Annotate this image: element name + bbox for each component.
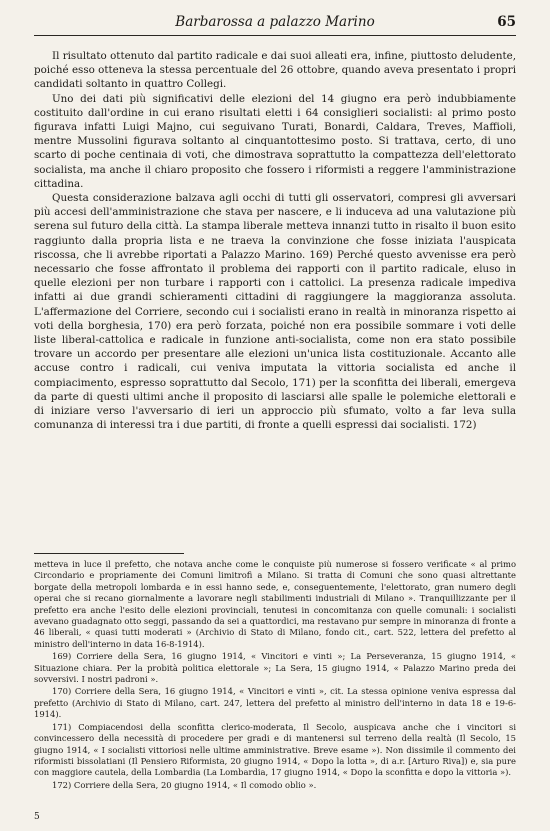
header-rule — [34, 35, 516, 36]
paragraph: Questa considerazione balzava agli occhi di tutti gli osservatori, compresi gli avversari più accesi dell'amministrazione che stava per nascere, e li induceva ad una valutazione più serena sul futuro della città. La stampa liberale metteva innanzi tutto in risalto il buon esito raggiunto dalla propria lista e ne traeva la convinzione che fosse iniziata l'auspicata riscossa, che li avrebbe riportati a Palazzo Marino. 169) Perché questo avvenisse era però necessario che fosse affrontato il problema dei rapporti con il partito radicale, eluso in quelle elezioni per non turbare i rapporti con i cattolici. La presenza radicale impediva infatti ai due grandi schieramenti cittadini di raggiungere la maggioranza assoluta. L'affermazione del Corriere, secondo cui i socialisti erano in realtà in minoranza rispetto ai voti della borghesia, 170) era però forzata, poiché non era possibile sommare i voti delle liste liberal-cattolica e radicale in funzione anti-socialista, come non era stato possibile trovare un accordo per presentare alle elezioni un'unica lista costituzionale. Accanto alle accuse contro i radicali, cui veniva imputata la vittoria socialista ed anche il compiacimento, espresso soprattutto dal Secolo, 171) per la sconfitta dei liberali, emergeva da parte di questi ultimi anche il proposito di lasciarsi alle spalle le polemiche elettorali e di iniziare verso l'avversario di ieri un approccio più sfumato, volto a far leva sulla comunanza di interessi tra i due partiti, di fronte a quelli espressi dai socialisti. 172) — [34, 192, 516, 432]
running-head — [34, 14, 516, 34]
footnote: 170) Corriere della Sera, 16 giugno 1914, « Vincitori e vinti », cit. La stessa opinione veniva espressa dal prefetto (Archivio di Stato di Milano, cart. 247, lettera del prefetto al ministro dell'interno in data 18 e 19-6-1914). — [34, 686, 516, 720]
paragraph: Il risultato ottenuto dal partito radicale e dai suoi alleati era, infine, piuttosto deludente, poiché esso otteneva la stessa percentuale del 26 ottobre, quando aveva presentato i propri candidati soltanto in quattro Collegi. — [34, 50, 516, 91]
footnote: 172) Corriere della Sera, 20 giugno 1914, « Il comodo oblio ». — [52, 779, 317, 790]
footnote: metteva in luce il prefetto, che notava anche come le conquiste più numerose si fossero verificate « al primo Circondario e propriamente dei Comuni limitrofi a Milano. Si tratta di Comuni che sono quasi altrettante borgate della metropoli lombarda e in essi hanno sede, e, conseguentemente, l'elettorato, gran numero degli operai che si recano giornalmente a lavorare negli stabilimenti industriali di Milano ». Tranquillizzante per il prefetto era anche l'esito delle elezioni provinciali, tenutesi in concomitanza con quelle comunali: i socialisti avevano guadagnato otto seggi, passando da sei a quattordici, ma restavano pur sempre in minoranza di fronte a 46 liberali, « quasi tutti moderati » (Archivio di Stato di Milano, fondo cit., cart. 522, lettera del prefetto al ministro dell'interno in data 16-8-1914). — [34, 559, 516, 649]
signature-mark: 5 — [34, 812, 40, 822]
footnote: 171) Compiacendosi della sconfitta clerico-moderata, Il Secolo, auspicava anche che i vincitori si convincessero della necessità di procedere per gradi e di mantenersi sul terreno della realtà (Il Secolo, 15 giugno 1914, « I socialisti vittoriosi nelle ultime amministrative. Breve esame »). Non dissimile il commento dei riformisti bissolatiani (Il Pensiero Riformista, 20 giugno 1914, « Dopo la lotta », di a.r. [Arturo Riva]) e, sia pure con maggiore cautela, della Lombardia (La Lombardia, 17 giugno 1914, « Dopo la sconfitta e dopo la vittoria »). — [34, 721, 516, 778]
footnote: 169) Corriere della Sera, 16 giugno 1914, « Vincitori e vinti »; La Perseveranza, 15 giugno 1914, « Situazione chiara. Per la probità politica elettorale »; La Sera, 15 giugno 1914, « Palazzo Marino preda dei sovversivi. I nostri padroni ». — [34, 651, 516, 685]
page-number: 65 — [497, 14, 516, 30]
paragraph: Uno dei dati più significativi delle elezioni del 14 giugno era però indubbiamente costituito dall'ordine in cui erano risultati eletti i 64 consiglieri socialisti: al primo posto figurava infatti Luigi Majno, cui seguivano Turati, Bonardi, Caldara, Treves, Maffioli, mentre Mussolini figurava soltanto al cinquantottesimo posto. Si trattava, certo, di uno scarto di poche centinaia di voti, che dimostrava soprattutto la compattezza dell'elettorato socialista, ma anche il chiaro proposito che fossero i riformisti a reggere l'amministrazione cittadina. — [34, 92, 516, 190]
body-text — [34, 49, 516, 432]
footnotes — [34, 559, 516, 792]
footnote-rule — [34, 553, 184, 554]
running-title: Barbarossa a palazzo Marino — [175, 14, 375, 30]
